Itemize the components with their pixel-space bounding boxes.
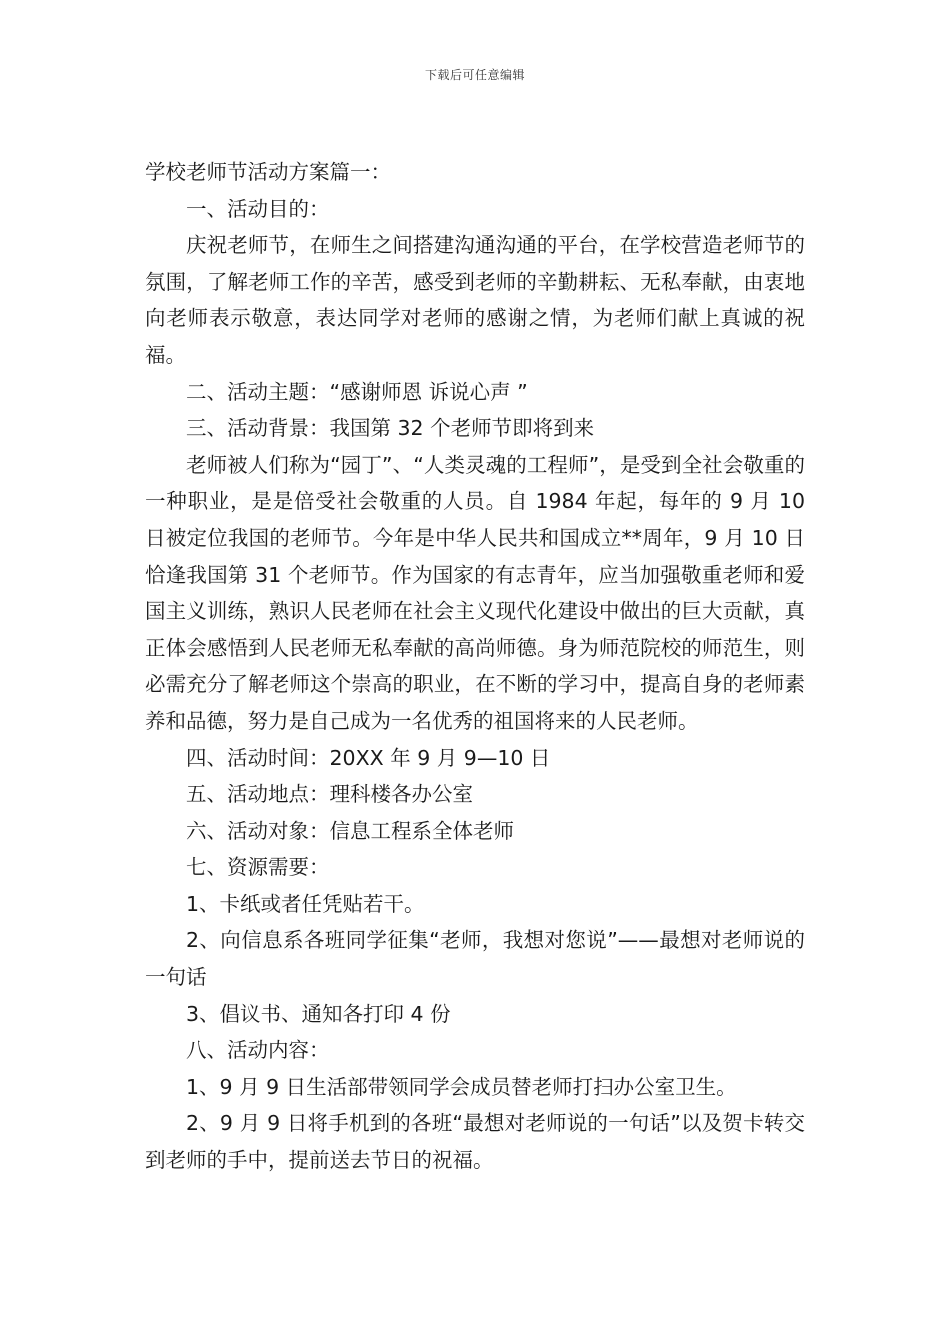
resource-item-3: 3、倡议书、通知各打印 4 份 [186,1001,451,1026]
resource-item-1: 1、卡纸或者任凭贴若干。 [186,891,425,916]
content-item-1: 1、9 月 9 日生活部带领同学会成员替老师打扫办公室卫生。 [186,1074,737,1099]
resource-item-2: 2、向信息系各班同学征集“老师，我想对您说”——最想对老师说的一句话 [145,928,805,990]
background-paragraph: 老师被人们称为“园丁”、“人类灵魂的工程师”，是受到全社会敬重的一种职业，是是倍受社会敬重的人员。自 1984 年起，每年的 9 月 10 日被定位我国的老师节。今年是中华人民共和国成立**周年，9 月 10 日恰逢我国第 31 个老师节。作为国家的有志青年，应当加强敬重老师和爱国主义训练，熟识人民老师在社会主义现代化建设中做出的巨大贡献，真正体会感悟到人民老师无私奉献的高尚师德。身为师范院校的师范生，则必需充分了解老师这个崇高的职业，在不断的学习中，提高自身的老师素养和品德，努力是自己成为一名优秀的祖国将来的人民老师。 [145,452,805,733]
section-heading-theme: 二、活动主题：“感谢师恩 诉说心声 ” [186,379,528,404]
section-heading-content: 八、活动内容： [186,1038,330,1063]
section-heading-purpose: 一、活动目的： [186,196,330,221]
document-title: 学校老师节活动方案篇一： [145,160,391,184]
section-heading-background: 三、活动背景：我国第 32 个老师节即将到来 [186,416,595,441]
section-heading-audience: 六、活动对象：信息工程系全体老师 [186,818,514,843]
page-header: 下载后可任意编辑 [424,68,525,82]
section-heading-location: 五、活动地点：理科楼各办公室 [186,782,473,807]
content-item-2: 2、9 月 9 日将手机到的各班“最想对老师说的一句话”以及贺卡转交到老师的手中，提前送去节日的祝福。 [145,1111,805,1173]
section-heading-time: 四、活动时间：20XX 年 9 月 9—10 日 [186,745,551,770]
purpose-paragraph: 庆祝老师节，在师生之间搭建沟通沟通的平台，在学校营造老师节的氛围，了解老师工作的辛苦，感受到老师的辛勤耕耘、无私奉献，由衷地向老师表示敬意，表达同学对老师的感谢之情，为老师们献上真诚的祝福。 [145,233,805,367]
section-heading-resources: 七、资源需要： [186,855,330,880]
document-body [145,154,805,1179]
